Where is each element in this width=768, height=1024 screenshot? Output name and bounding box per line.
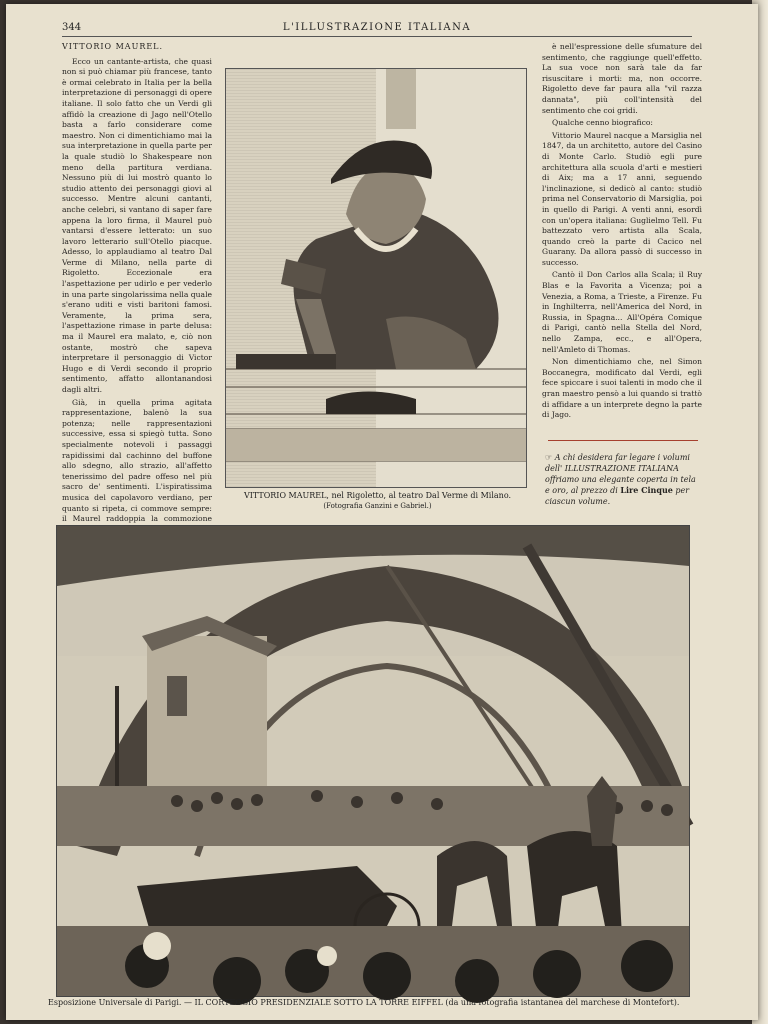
article-left-column <box>62 42 212 524</box>
promo-text: A chi desidera far legare i volumi dell' ILLUSTRAZIONE ITALIANA offriamo una elegante coperta in tela e oro, al prezzo di <box>545 453 696 495</box>
magazine-title: L'ILLUSTRAZIONE ITALIANA <box>282 22 472 33</box>
promo-text-end: per ciascun volume. <box>545 486 690 506</box>
promo-price: Lire Cinque <box>620 485 673 495</box>
bottom-figure-caption: Esposizione Universale di Parigi. — IL CORTEGGIO PRESIDENZIALE SOTTO LA TORRE EIFFEL (da una fotografia istantanea del marchese di Montefort). <box>48 998 680 1007</box>
paragraph: Vittorio Maurel nacque a Marsiglia nel 1847, da un architetto, autore del Casino di Monte Carlo. Studiò egli pure architettura alla scuola d'arti e mestieri di Aix; ma a 17 anni, seguendo l'inclinazione, si dedicò al canto: studiò prima nel Conservatorio di Marsiglia, poi in quello di Parigi. A venti anni, esordì con un'opera italiana: Guglielmo Tell. Fu battezzato vero artista alla Scala, quando creò la parte di Cacico nel Guarany. Da allora passò di successo in successo. <box>542 130 702 267</box>
promo-divider <box>548 440 698 441</box>
binding-promo <box>545 452 703 507</box>
caption-text: VITTORIO MAUREL, nel Rigoletto, al teatro Dal Verme di Milano. <box>243 491 512 500</box>
eiffel-tower-procession-engraving <box>56 525 690 997</box>
page-number: 344 <box>62 22 82 33</box>
paragraph: è nell'espressione delle sfumature del sentimento, che raggiunge quell'effetto. La sua voce non sarà tale da far risuscitare i morti: ma, non occorre. Rigoletto deve far paura alla "vil razza dannata", più coll'intensità del sentimento che coi gridi. <box>542 42 702 115</box>
paragraph: Già, in quella prima agitata rappresentazione, balenò la sua potenza; nelle rappresentazioni successive, essa si spiegò tutta. Sono specialmente notevoli i passaggi rapidissimi dal cachinno del buffone allo sdegno, allo strazio, all'affetto tenerissimo del padre offeso nel più sacro de' sentimenti. L'ispiratissima musica del capolavoro verdiano, per quanto si ripeta, ci commove sempre: il Maurel raddoppia la commozione <box>62 397 212 524</box>
paragraph: Non dimentichiamo che, nel Simon Boccanegra, modificato dal Verdi, egli fece spiccare i suoi talenti in modo che il gran maestro pensò a lui quando si trattò di affidare a un interprete degno la parte di Jago. <box>542 357 702 420</box>
paragraph: Qualche cenno biografico: <box>552 118 653 128</box>
paragraph: Ecco un cantante-artista, che quasi non si può chiamar più francese, tanto è ormai celebrato in Italia per la bella interpretazione di personaggi di opere italiane. Il solo fatto che un Verdi gli affidò la creazione di Jago nell'Otello basta a farlo considerare come maestro. Non ci dimentichiamo mai la sua interpretazione in quella parte per la quale studiò lo Shakespeare non meno della partitura verdiana. Nessuno più di lui mostrò quanto lo studio attento dei personaggi giovi al successo. Mentre alcuni cantanti, anche celebri, si vantano di saper fare appena la loro firma, il Maurel può vantarsi d'essere letterato: un suo lavoro letterario sull'Otello piacque. Adesso, lo applaudiamo al teatro Dal Verme di Milano, nella parte di Rigoletto. Eccezionale era l'aspettazione per udirlo e per vederlo in una parte singolarissima nella quale s'erano uditi e visti baritoni famosi. Veramente, la prima sera, l'aspettazione rimase in parte delusa: ma il Maurel era malato, e, ciò non ostante, mostrò che sapeva interpretare il personaggio di Victor Hugo e di Verdi secondo il proprio sentimento, affatto allontanandosi dagli altri. <box>62 56 212 394</box>
article-right-column <box>542 42 702 442</box>
caption-credit: (Fotografia Ganzini e Gabriel.) <box>323 502 432 510</box>
article-title: VITTORIO MAUREL. <box>62 42 164 51</box>
paragraph: Cantò il Don Carlos alla Scala; il Ruy Blas e la Favorita a Vicenza; poi a Venezia, a Roma, a Trieste, a Firenze. Fu in Inghilterra, nell'America del Nord, in Russia, in Spagna... All'Opéra Comique di Parigi, cantò nella Stella del Nord, nello Zampa, ecc., e all'Opera, nell'Amleto di Thomas. <box>542 270 702 354</box>
pointing-hand-icon: ☞ <box>545 453 553 462</box>
page-header <box>62 20 692 37</box>
top-figure-caption <box>225 490 530 512</box>
maurel-rigoletto-engraving <box>225 68 527 488</box>
